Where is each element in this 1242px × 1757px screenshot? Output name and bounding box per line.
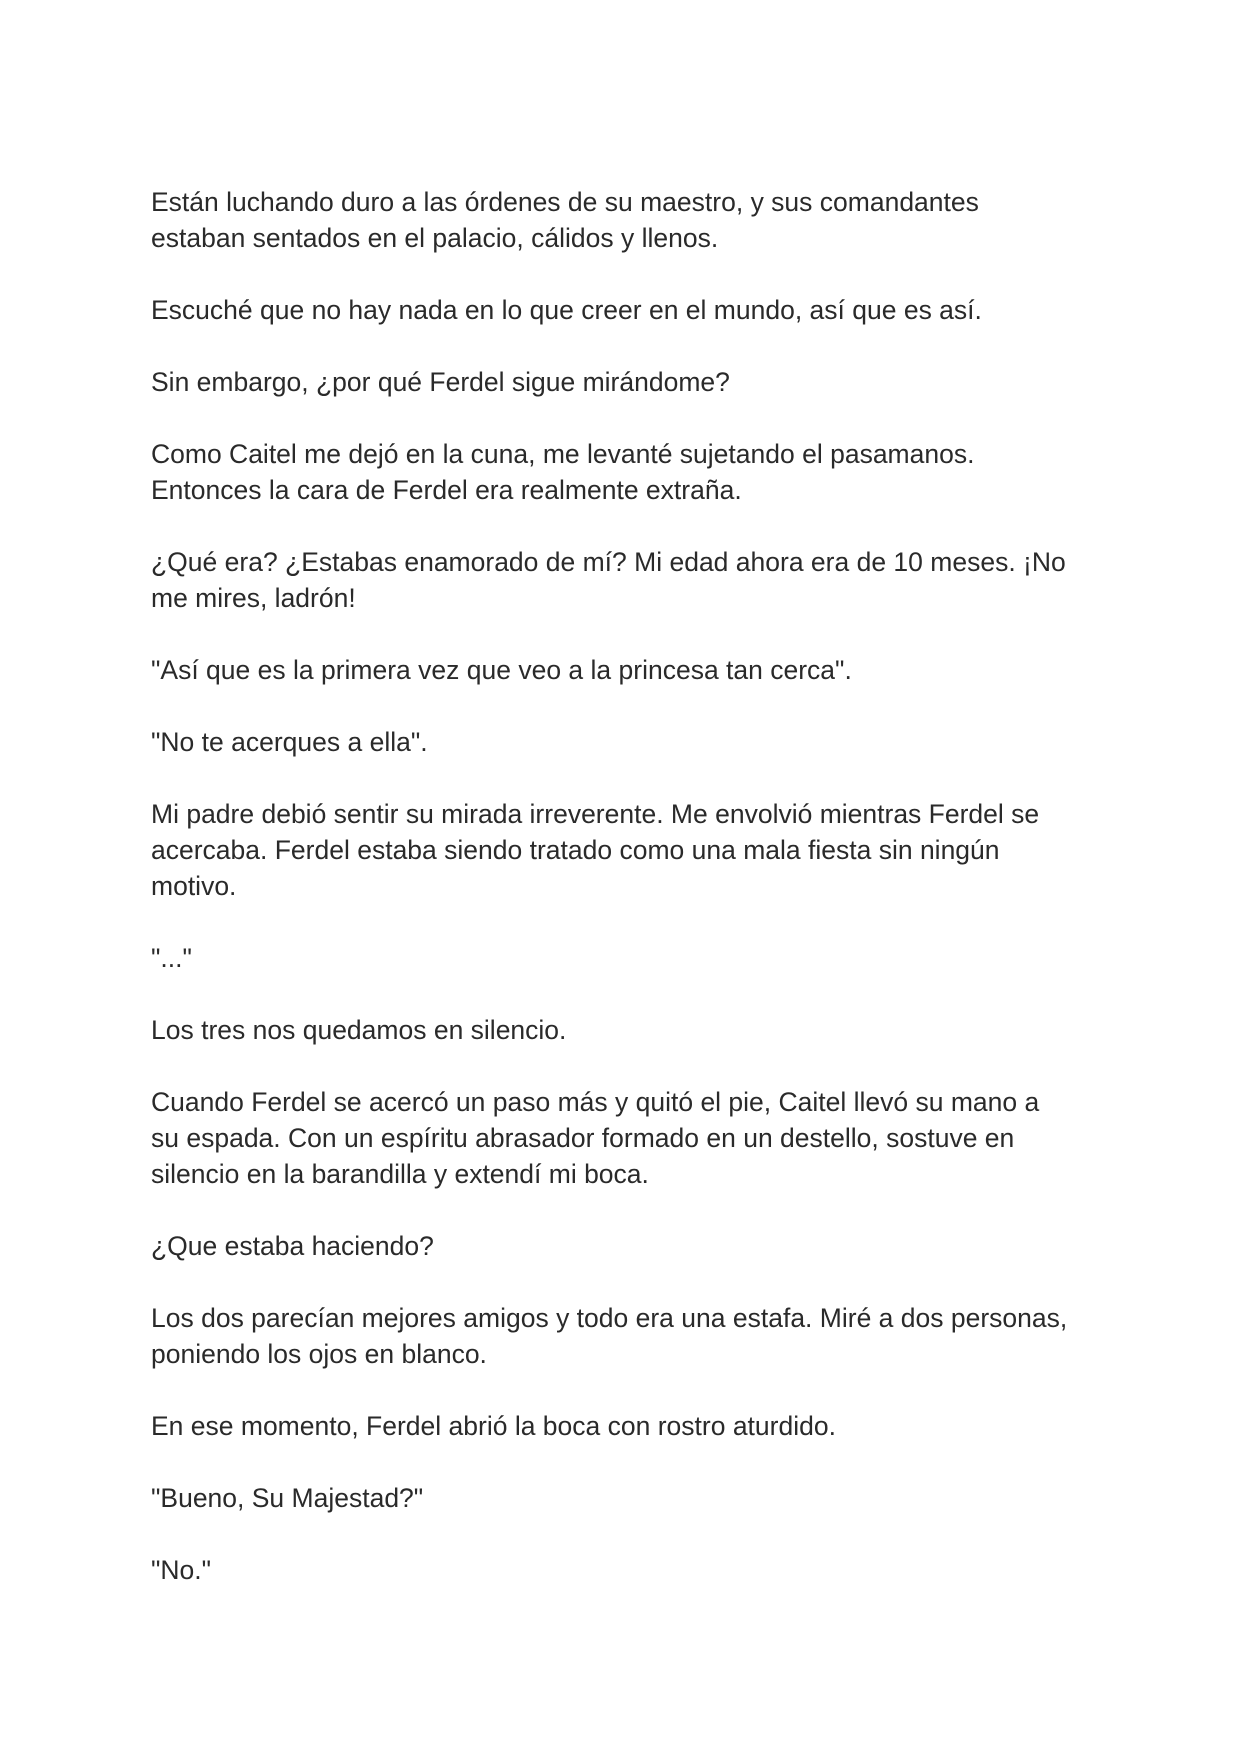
paragraph	[151, 364, 1111, 400]
text-line: Cuando Ferdel se acercó un paso más y quitó el pie, Caitel llevó su mano a	[151, 1087, 1040, 1117]
text-line: Entonces la cara de Ferdel era realmente extraña.	[151, 475, 742, 505]
text-line: silencio en la barandilla y extendí mi boca.	[151, 1159, 649, 1189]
paragraph	[151, 1228, 1111, 1264]
text-line: "Así que es la primera vez que veo a la princesa tan cerca".	[151, 655, 852, 685]
text-line: ¿Que estaba haciendo?	[151, 1231, 434, 1261]
text-line: ¿Qué era? ¿Estabas enamorado de mí? Mi edad ahora era de 10 meses. ¡No	[151, 547, 1066, 577]
text-line: Como Caitel me dejó en la cuna, me levanté sujetando el pasamanos.	[151, 439, 975, 469]
text-line: Están luchando duro a las órdenes de su maestro, y sus comandantes	[151, 187, 979, 217]
paragraph	[151, 724, 1111, 760]
text-line: acercaba. Ferdel estaba siendo tratado como una mala fiesta sin ningún	[151, 835, 1000, 865]
text-line: me mires, ladrón!	[151, 583, 356, 613]
paragraph	[151, 1012, 1111, 1048]
text-line: motivo.	[151, 871, 237, 901]
paragraph	[151, 940, 1111, 976]
paragraph	[151, 292, 1111, 328]
paragraph	[151, 184, 1111, 256]
text-line: "No te acerques a ella".	[151, 727, 428, 757]
paragraph	[151, 1408, 1111, 1444]
text-line: Los dos parecían mejores amigos y todo era una estafa. Miré a dos personas,	[151, 1303, 1068, 1333]
text-line: su espada. Con un espíritu abrasador formado en un destello, sostuve en	[151, 1123, 1015, 1153]
paragraph	[151, 796, 1111, 904]
paragraph	[151, 652, 1111, 688]
document-body	[151, 184, 1111, 1624]
text-line: estaban sentados en el palacio, cálidos y llenos.	[151, 223, 719, 253]
text-line: "No."	[151, 1555, 212, 1585]
text-line: Los tres nos quedamos en silencio.	[151, 1015, 567, 1045]
text-line: En ese momento, Ferdel abrió la boca con rostro aturdido.	[151, 1411, 836, 1441]
text-line: Mi padre debió sentir su mirada irreverente. Me envolvió mientras Ferdel se	[151, 799, 1040, 829]
paragraph	[151, 544, 1111, 616]
paragraph	[151, 436, 1111, 508]
text-line: "Bueno, Su Majestad?"	[151, 1483, 424, 1513]
text-line: poniendo los ojos en blanco.	[151, 1339, 487, 1369]
text-line: Escuché que no hay nada en lo que creer en el mundo, así que es así.	[151, 295, 982, 325]
paragraph	[151, 1480, 1111, 1516]
paragraph	[151, 1084, 1111, 1192]
paragraph	[151, 1552, 1111, 1588]
text-line: "..."	[151, 943, 192, 973]
paragraph	[151, 1300, 1111, 1372]
text-line: Sin embargo, ¿por qué Ferdel sigue mirándome?	[151, 367, 730, 397]
